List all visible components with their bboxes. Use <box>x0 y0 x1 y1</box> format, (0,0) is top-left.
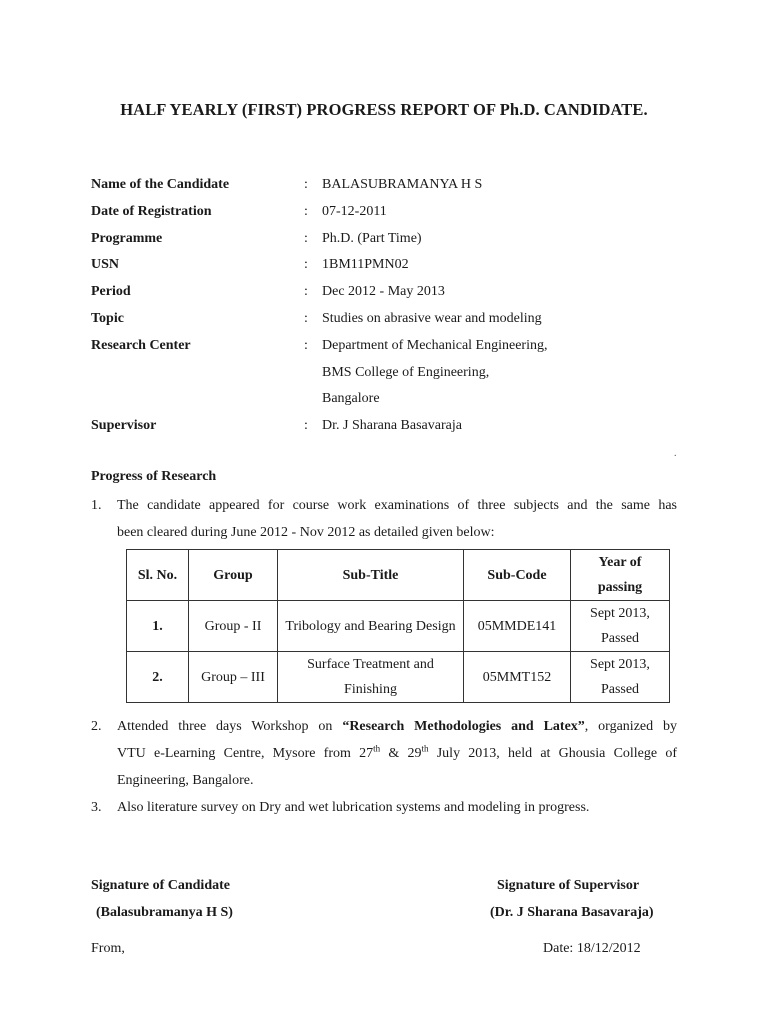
header-sl-no: Sl. No. <box>127 550 189 601</box>
detail-value: 07-12-2011 <box>322 204 387 219</box>
item-text-line: been cleared during June 2012 - Nov 2012 as detailed given below: <box>117 525 495 540</box>
item-text: VTU e-Learning Centre, Mysore from 27 <box>117 746 374 761</box>
from-label: From, <box>91 941 125 956</box>
detail-colon: : <box>304 284 308 299</box>
candidate-name: (Balasubramanya H S) <box>96 905 233 920</box>
item-text-line <box>117 713 677 740</box>
detail-value: Bangalore <box>322 391 380 406</box>
item-text: & 29 <box>380 746 422 761</box>
detail-label: Topic <box>91 311 124 326</box>
header-sub-code: Sub-Code <box>464 550 571 601</box>
candidate-signature-label: Signature of Candidate <box>91 878 230 893</box>
ordinal-suffix: th <box>373 743 381 754</box>
report-date: Date: 18/12/2012 <box>543 941 641 956</box>
item-number: 1. <box>91 498 102 513</box>
detail-colon: : <box>304 177 308 192</box>
cell-sub-title: Tribology and Bearing Design <box>278 601 464 652</box>
detail-colon: : <box>304 257 308 272</box>
cell-sub-code: 05MMT152 <box>464 652 571 703</box>
detail-colon: : <box>304 204 308 219</box>
item-text-line: Engineering, Bangalore. <box>117 773 254 788</box>
supervisor-signature-label: Signature of Supervisor <box>497 878 640 893</box>
detail-value: 1BM11PMN02 <box>322 257 409 272</box>
item-text-line <box>117 740 677 767</box>
cell-sl-no: 2. <box>127 652 189 703</box>
item-number: 2. <box>91 719 102 734</box>
detail-label: USN <box>91 257 120 272</box>
cell-sub-title: Surface Treatment and Finishing <box>278 652 464 703</box>
item-number: 3. <box>91 800 102 815</box>
page-title: HALF YEARLY (FIRST) PROGRESS REPORT OF Ph.D. CANDIDATE. <box>120 100 648 119</box>
detail-label: Programme <box>91 231 163 246</box>
detail-colon: : <box>304 418 308 433</box>
cell-sub-code: 05MMDE141 <box>464 601 571 652</box>
header-group: Group <box>189 550 278 601</box>
header-sub-title: Sub-Title <box>278 550 464 601</box>
item-text-line: The candidate appeared for course work examinations of three subjects and the same has <box>117 498 677 513</box>
detail-label: Date of Registration <box>91 204 212 219</box>
table-header-row <box>127 550 670 601</box>
detail-label: Research Center <box>91 338 191 353</box>
item-text: , organized by <box>584 719 677 734</box>
item-text: July 2013, held at Ghousia College of <box>428 746 677 761</box>
detail-value: Dr. J Sharana Basavaraja <box>322 418 462 433</box>
cell-group: Group - II <box>189 601 278 652</box>
ordinal-suffix: th <box>421 743 429 754</box>
cell-group: Group – III <box>189 652 278 703</box>
supervisor-name: (Dr. J Sharana Basavaraja) <box>490 905 654 920</box>
detail-value: Ph.D. (Part Time) <box>322 231 422 246</box>
detail-label: Name of the Candidate <box>91 177 230 192</box>
table-row <box>127 601 670 652</box>
cell-year: Sept 2013, Passed <box>571 652 670 703</box>
item-text-line: Also literature survey on Dry and wet lubrication systems and modeling in progress. <box>117 800 590 815</box>
detail-value: Dec 2012 - May 2013 <box>322 284 445 299</box>
detail-value: BMS College of Engineering, <box>322 365 490 380</box>
detail-colon: : <box>304 311 308 326</box>
detail-colon: : <box>304 338 308 353</box>
cell-sl-no: 1. <box>127 601 189 652</box>
progress-heading: Progress of Research <box>91 469 217 484</box>
detail-value: Studies on abrasive wear and modeling <box>322 311 542 326</box>
detail-value: Department of Mechanical Engineering, <box>322 338 548 353</box>
item-text: Attended three days Workshop on <box>117 719 343 734</box>
table-row <box>127 652 670 703</box>
course-work-table <box>126 549 670 703</box>
workshop-title: “Research Methodologies and Latex” <box>342 719 585 734</box>
detail-label: Period <box>91 284 131 299</box>
stray-mark: . <box>674 448 677 459</box>
cell-year: Sept 2013, Passed <box>571 601 670 652</box>
detail-label: Supervisor <box>91 418 157 433</box>
header-year-of-passing: Year of passing <box>571 550 670 601</box>
detail-colon: : <box>304 231 308 246</box>
detail-value: BALASUBRAMANYA H S <box>322 177 483 192</box>
